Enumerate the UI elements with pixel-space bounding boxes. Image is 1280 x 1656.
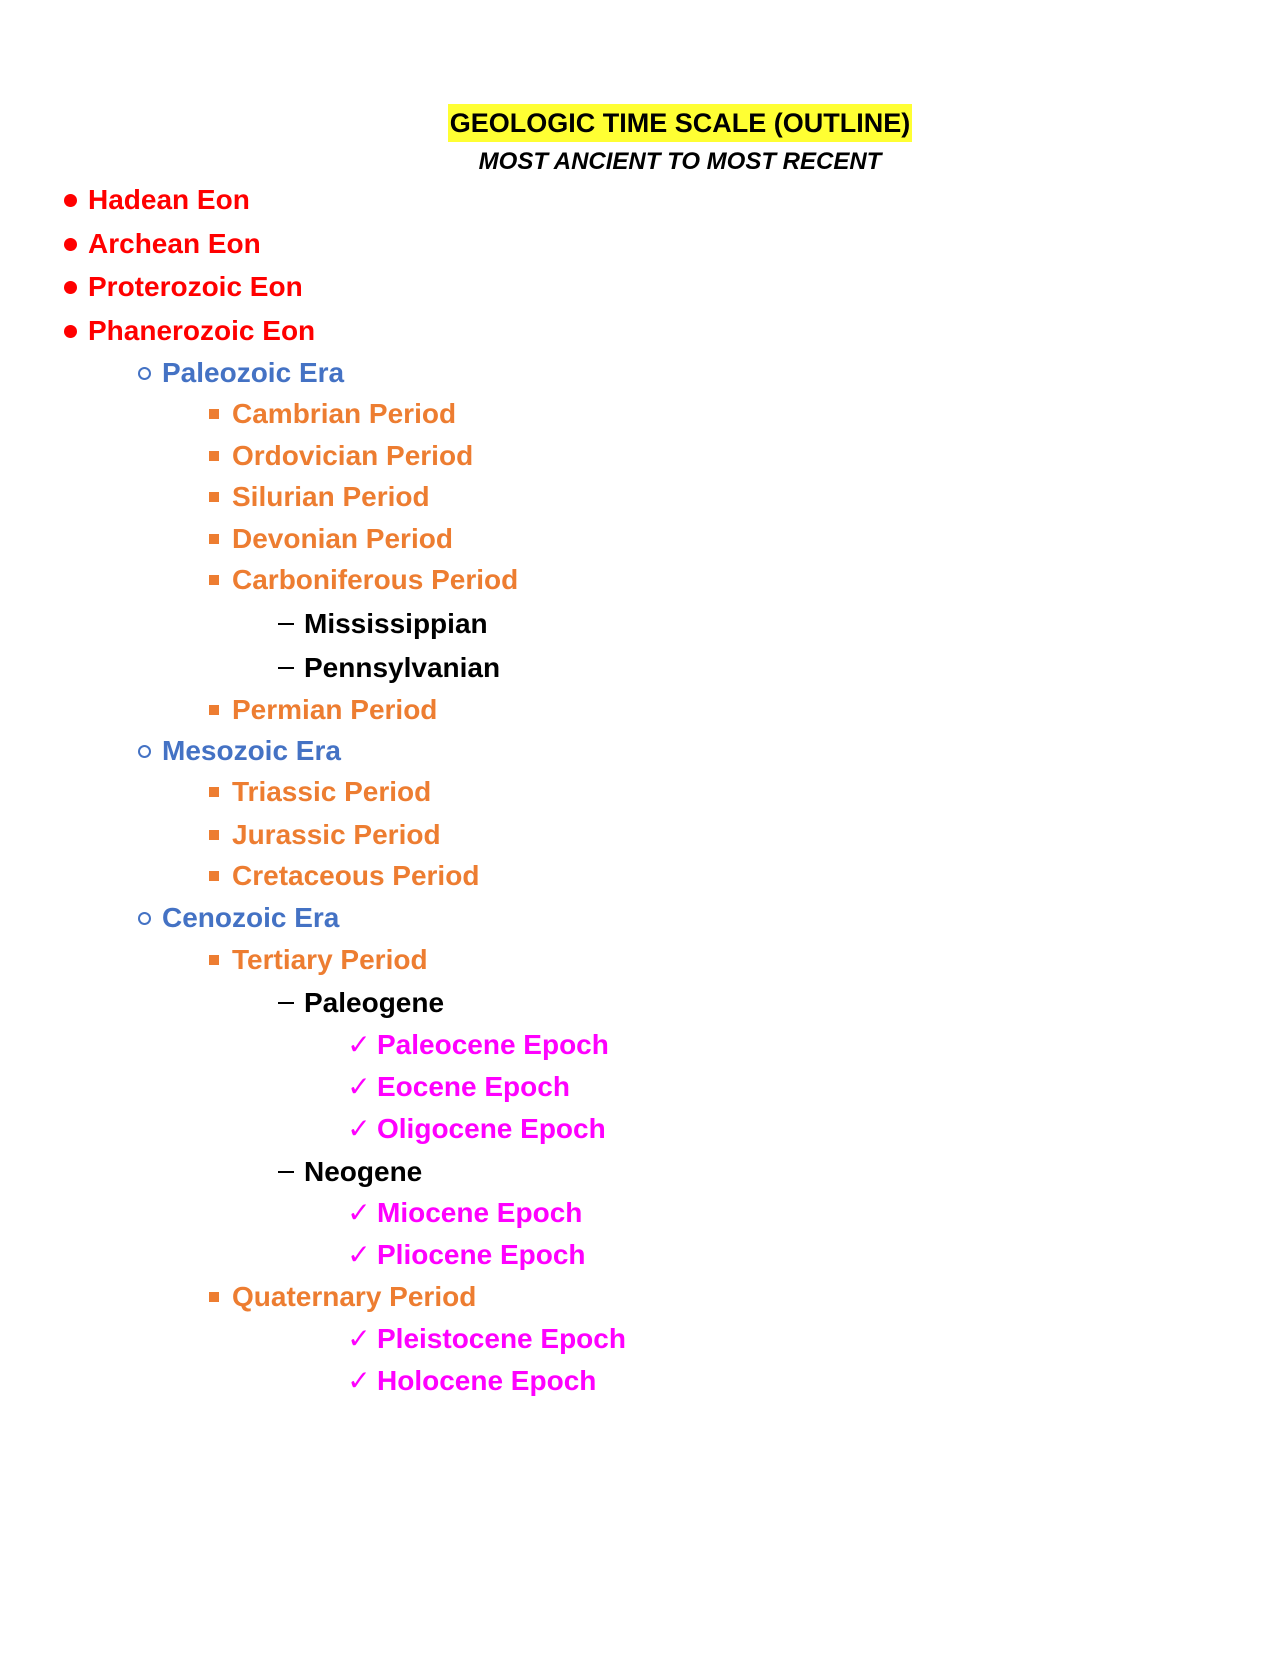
subperiod-item: [268, 648, 500, 688]
eon-label: Archean Eon: [88, 228, 261, 259]
hollow-circle-icon: [126, 353, 162, 393]
era-label: Cenozoic Era: [162, 902, 340, 933]
subperiod-label: Paleogene: [304, 987, 445, 1018]
period-item: [196, 690, 437, 730]
epoch-item: [341, 1319, 626, 1359]
subperiod-label: Neogene: [304, 1156, 423, 1187]
epoch-item: [341, 1025, 609, 1065]
period-label: Cambrian Period: [232, 398, 457, 429]
page-subtitle: MOST ANCIENT TO MOST RECENT: [478, 148, 882, 175]
checkmark-icon: ✓: [347, 1364, 371, 1397]
epoch-label: Holocene Epoch: [377, 1365, 597, 1396]
period-item: [196, 1277, 476, 1317]
period-label: Permian Period: [232, 694, 438, 725]
document-header: [0, 104, 1280, 178]
period-item: [196, 436, 473, 476]
era-label: Paleozoic Era: [162, 357, 345, 388]
checkmark-icon: ✓: [347, 1196, 371, 1229]
subperiod-item: [268, 604, 488, 644]
epoch-item: [341, 1067, 570, 1107]
bullet-dot-icon: [52, 267, 88, 307]
period-item: [196, 560, 518, 600]
eon-label: Phanerozoic Eon: [88, 315, 316, 346]
eon-item: [52, 180, 250, 220]
square-bullet-icon: [196, 477, 232, 517]
page-title: GEOLOGIC TIME SCALE (OUTLINE): [448, 104, 913, 142]
checkmark-icon: ✓: [347, 1070, 371, 1103]
era-item: [126, 353, 344, 393]
dash-icon: [268, 604, 304, 644]
subperiod-label: Pennsylvanian: [304, 652, 501, 683]
subperiod-label: Mississippian: [304, 608, 488, 639]
period-item: [196, 477, 430, 517]
period-item: [196, 940, 428, 980]
square-bullet-icon: [196, 772, 232, 812]
period-label: Triassic Period: [232, 776, 432, 807]
square-bullet-icon: [196, 856, 232, 896]
epoch-label: Oligocene Epoch: [377, 1113, 606, 1144]
square-bullet-icon: [196, 815, 232, 855]
era-label: Mesozoic Era: [162, 735, 341, 766]
square-bullet-icon: [196, 940, 232, 980]
epoch-item: [341, 1235, 586, 1275]
epoch-label: Paleocene Epoch: [377, 1029, 609, 1060]
era-item: [126, 731, 341, 771]
square-bullet-icon: [196, 519, 232, 559]
eon-item: [52, 311, 315, 351]
dash-icon: [268, 983, 304, 1023]
eon-label: Hadean Eon: [88, 184, 250, 215]
period-item: [196, 815, 441, 855]
eon-item: [52, 267, 303, 307]
checkmark-icon: ✓: [347, 1112, 371, 1145]
checkmark-icon: ✓: [347, 1028, 371, 1061]
checkmark-icon: ✓: [347, 1322, 371, 1355]
bullet-dot-icon: [52, 224, 88, 264]
subperiod-item: [268, 983, 444, 1023]
period-label: Tertiary Period: [232, 944, 428, 975]
period-label: Cretaceous Period: [232, 860, 480, 891]
epoch-label: Pliocene Epoch: [377, 1239, 586, 1270]
checkmark-icon: ✓: [347, 1238, 371, 1271]
subperiod-item: [268, 1152, 422, 1192]
bullet-dot-icon: [52, 180, 88, 220]
period-label: Devonian Period: [232, 523, 453, 554]
period-item: [196, 394, 456, 434]
period-item: [196, 519, 453, 559]
eon-item: [52, 224, 261, 264]
hollow-circle-icon: [126, 898, 162, 938]
square-bullet-icon: [196, 394, 232, 434]
epoch-label: Eocene Epoch: [377, 1071, 570, 1102]
epoch-item: [341, 1193, 582, 1233]
period-label: Ordovician Period: [232, 440, 474, 471]
period-label: Quaternary Period: [232, 1281, 477, 1312]
square-bullet-icon: [196, 560, 232, 600]
square-bullet-icon: [196, 1277, 232, 1317]
era-item: [126, 898, 339, 938]
dash-icon: [268, 1152, 304, 1192]
epoch-label: Miocene Epoch: [377, 1197, 583, 1228]
square-bullet-icon: [196, 436, 232, 476]
period-label: Silurian Period: [232, 481, 430, 512]
epoch-item: [341, 1361, 596, 1401]
epoch-label: Pleistocene Epoch: [377, 1323, 626, 1354]
period-label: Jurassic Period: [232, 819, 441, 850]
period-label: Carboniferous Period: [232, 564, 519, 595]
bullet-dot-icon: [52, 311, 88, 351]
eon-label: Proterozoic Eon: [88, 271, 303, 302]
epoch-item: [341, 1109, 606, 1149]
dash-icon: [268, 648, 304, 688]
period-item: [196, 856, 479, 896]
hollow-circle-icon: [126, 731, 162, 771]
period-item: [196, 772, 431, 812]
square-bullet-icon: [196, 690, 232, 730]
